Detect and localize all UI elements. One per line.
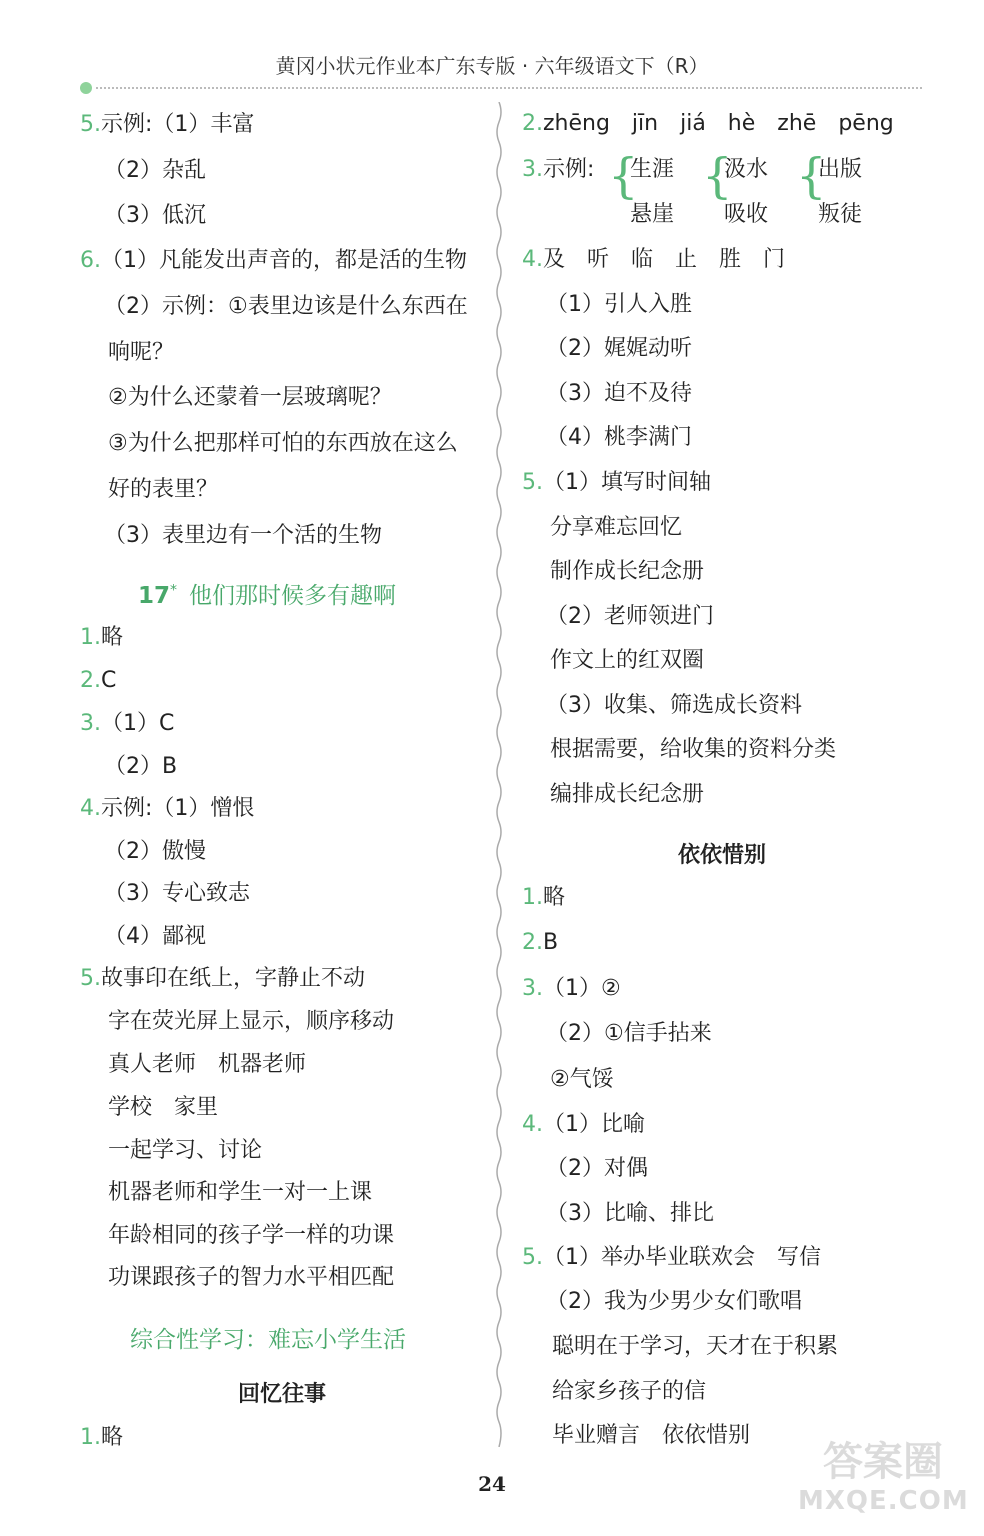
answer-line: 响呢？ bbox=[108, 340, 175, 365]
section2-answer: 1.略 bbox=[522, 885, 566, 910]
section2-answer: 4.（1）比喻 bbox=[522, 1112, 645, 1137]
answer-line: （1）引人入胜 bbox=[546, 292, 692, 317]
word-pair-top: 汲水 bbox=[724, 157, 769, 182]
word-pair-top: 生涯 bbox=[630, 157, 675, 182]
lesson17-answer: 1.略 bbox=[80, 625, 124, 650]
lesson17-answer: 年龄相同的孩子学一样的功课 bbox=[108, 1223, 395, 1248]
answer-line: 好的表里？ bbox=[108, 477, 219, 502]
watermark-text: 答案圈 bbox=[823, 1439, 943, 1485]
answer-line: 根据需要，给收集的资料分类 bbox=[550, 737, 837, 762]
word-pair-bottom: 叛徒 bbox=[818, 202, 863, 227]
lesson17-answer: 2.C bbox=[80, 668, 117, 693]
right-question-5: 5.（1）填写时间轴 bbox=[522, 470, 711, 495]
right-question-4: 4.及 听 临 止 胜 门 bbox=[522, 247, 786, 272]
watermark-logo bbox=[798, 1438, 968, 1528]
section2-answer: 毕业赠言 依依惜别 bbox=[552, 1423, 751, 1448]
section2-answer: ②气馁 bbox=[550, 1067, 614, 1092]
lesson-17-title: 17* 他们那时候多有趣啊 bbox=[138, 582, 397, 609]
header-dot-icon bbox=[80, 82, 92, 94]
section2-answer: 给家乡孩子的信 bbox=[552, 1379, 707, 1404]
column-divider bbox=[493, 102, 505, 1447]
word-pair-bottom: 吸收 bbox=[724, 202, 769, 227]
lesson17-answer: 5.故事印在纸上，字静止不动 bbox=[80, 966, 366, 991]
unit-title: 综合性学习：难忘小学生活 bbox=[130, 1327, 406, 1353]
section2-answer: （3）比喻、排比 bbox=[546, 1201, 714, 1226]
lesson17-answer: （4）鄙视 bbox=[104, 924, 206, 949]
lesson17-answer: （3）专心致志 bbox=[104, 881, 250, 906]
section2-answer: （2）对偶 bbox=[546, 1156, 648, 1181]
lesson17-answer: 3.（1）C bbox=[80, 711, 175, 736]
answer-line: （4）桃李满门 bbox=[546, 425, 692, 450]
watermark-url: MXQE.COM bbox=[798, 1486, 969, 1516]
lesson17-answer: 一起学习、讨论 bbox=[108, 1138, 263, 1163]
running-header: 黄冈小状元作业本广东专版 · 六年级语文下（R） bbox=[275, 54, 709, 78]
section-title-farewell: 依依惜别 bbox=[678, 843, 767, 868]
lesson17-answer: 真人老师 机器老师 bbox=[108, 1052, 307, 1077]
answer-line: （3）收集、筛选成长资料 bbox=[546, 693, 802, 718]
question-5: 5.示例:（1）丰富 bbox=[80, 112, 255, 137]
answer-line: 分享难忘回忆 bbox=[550, 515, 683, 540]
question-6: 6.（1）凡能发出声音的，都是活的生物 bbox=[80, 248, 467, 273]
section-title-recall: 回忆往事 bbox=[238, 1382, 327, 1407]
section2-answer: （2）我为少男少女们歌唱 bbox=[546, 1289, 802, 1314]
answer-line: （3）低沉 bbox=[104, 203, 206, 228]
right-question-3: 3.示例: bbox=[522, 157, 595, 182]
answer-line: ③为什么把那样可怕的东西放在这么 bbox=[108, 431, 458, 456]
section2-answer: （2）①信手拈来 bbox=[546, 1021, 712, 1046]
lesson17-answer: 字在荧光屏上显示，顺序移动 bbox=[108, 1009, 395, 1034]
word-pair-top: 出版 bbox=[818, 157, 863, 182]
answer-line: （3）表里边有一个活的生物 bbox=[104, 523, 382, 548]
header-divider bbox=[96, 87, 922, 89]
answer-line: 制作成长纪念册 bbox=[550, 559, 705, 584]
section2-answer: 3.（1）② bbox=[522, 976, 621, 1001]
answer-line: 编排成长纪念册 bbox=[550, 782, 705, 807]
lesson17-answer: （2）傲慢 bbox=[104, 839, 206, 864]
lesson17-answer: 4.示例:（1）憎恨 bbox=[80, 796, 255, 821]
left-brace-icon: { bbox=[702, 148, 733, 204]
left-brace-icon: { bbox=[796, 148, 827, 204]
answer-line: （2）杂乱 bbox=[104, 158, 206, 183]
right-question-2: 2.zhēng jīn jiá hè zhē pēng bbox=[522, 111, 894, 136]
page-number: 24 bbox=[478, 1472, 506, 1496]
lesson17-answer: 机器老师和学生一对一上课 bbox=[108, 1180, 373, 1205]
answer-line: （3）迫不及待 bbox=[546, 381, 692, 406]
section2-answer: 聪明在于学习，天才在于积累 bbox=[552, 1334, 839, 1359]
answer-line: （2）老师领进门 bbox=[546, 604, 714, 629]
answer-line: ②为什么还蒙着一层玻璃呢？ bbox=[108, 385, 392, 410]
word-pair-bottom: 悬崖 bbox=[630, 202, 675, 227]
answer-line: （2）示例：①表里边该是什么东西在 bbox=[104, 294, 468, 319]
section1-answer: 1.略 bbox=[80, 1425, 124, 1450]
lesson17-answer: 功课跟孩子的智力水平相匹配 bbox=[108, 1265, 395, 1290]
answer-line: （2）娓娓动听 bbox=[546, 336, 692, 361]
section2-answer: 5.（1）举办毕业联欢会 写信 bbox=[522, 1245, 821, 1270]
left-brace-icon: { bbox=[608, 148, 639, 204]
lesson17-answer: （2）B bbox=[104, 754, 178, 779]
answer-line: 作文上的红双圈 bbox=[550, 648, 705, 673]
lesson17-answer: 学校 家里 bbox=[108, 1095, 219, 1120]
section2-answer: 2.B bbox=[522, 930, 559, 955]
